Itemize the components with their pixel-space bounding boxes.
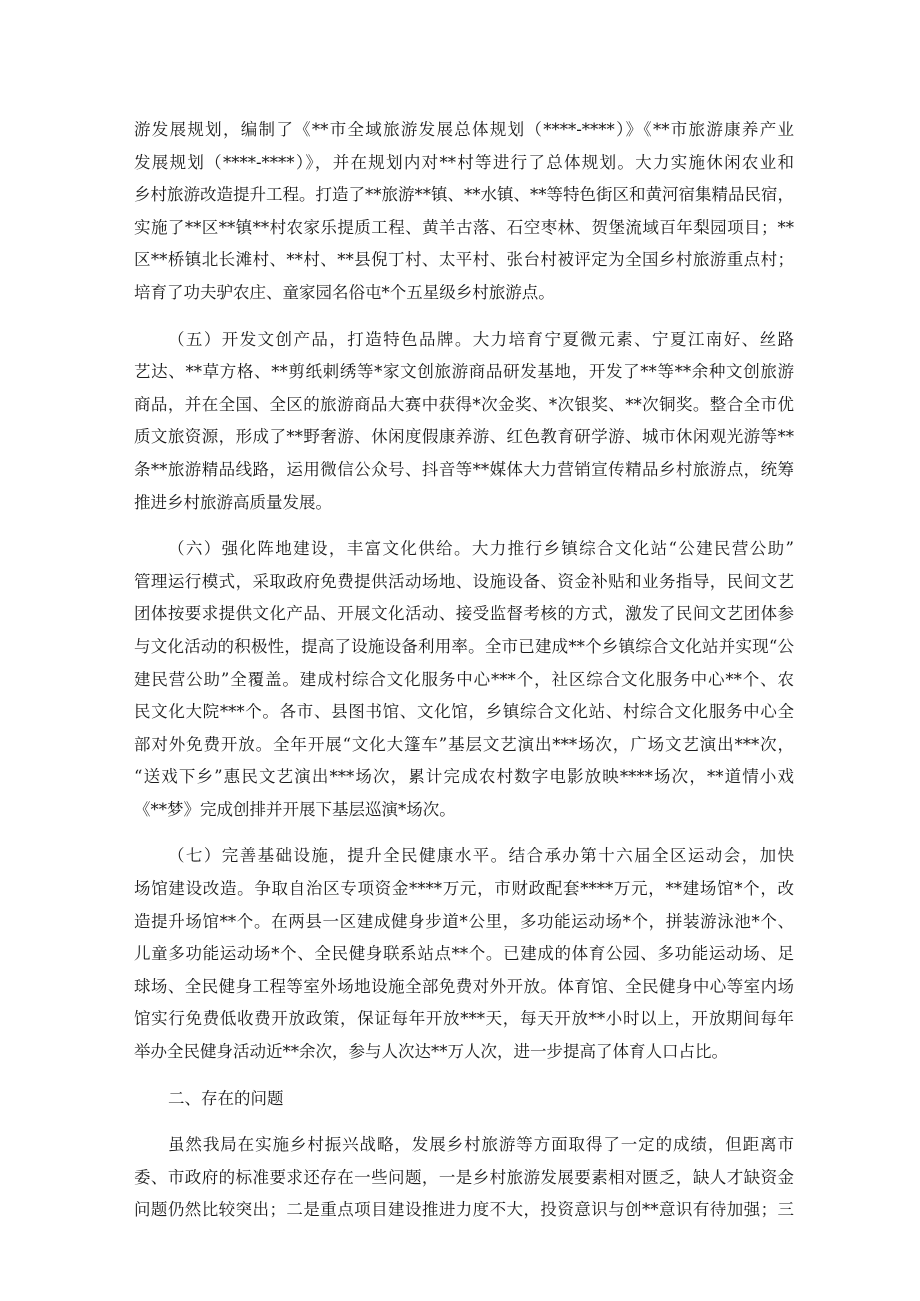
text-line: 委、市政府的标准要求还存在一些问题，一是乡村旅游发展要素相对匮乏，缺人才缺资金 bbox=[134, 1167, 794, 1187]
text-line: （七）完善基础设施，提升全民健康水平。结合承办第十六届全区运动会，加快 bbox=[168, 846, 794, 866]
text-line: 艺达、**草方格、**剪纸刺绣等*家文创旅游商品研发基地，开发了**等**余种文创旅游 bbox=[134, 362, 794, 382]
text-line: 团体按要求提供文化产品、开展文化活动、接受监督考核的方式，激发了民间文艺团体参 bbox=[134, 604, 794, 624]
text-line: 培育了功夫驴农庄、童家园名俗屯*个五星级乡村旅游点。 bbox=[134, 282, 555, 302]
text-line: “送戏下乡”惠民文艺演出***场次，累计完成农村数字电影放映****场次，**道情小戏 bbox=[134, 767, 794, 787]
text-line: 球场、全民健身工程等室外场地设施全部免费对外开放。体育馆、全民健身中心等室内场 bbox=[134, 976, 794, 996]
text-line: 游发展规划，编制了《**市全域旅游发展总体规划（****-****）》《**市旅游康养产业 bbox=[134, 120, 794, 139]
text-line: 《**梦》完成创排并开展下基层巡演*场次。 bbox=[134, 799, 456, 819]
text-line: 管理运行模式，采取政府免费提供活动场地、设施设备、资金补贴和业务指导，民间文艺 bbox=[134, 571, 794, 591]
document-body bbox=[134, 114, 794, 1227]
paragraph-rural-tourism-planning bbox=[134, 114, 794, 310]
paragraph-cultural-facilities bbox=[134, 533, 794, 826]
text-line: 造提升场馆**个。在两县一区建成健身步道*公里，多功能运动场*个，拼装游泳池*个、 bbox=[134, 911, 794, 931]
text-line: （六）强化阵地建设，丰富文化供给。大力推行乡镇综合文化站“公建民营公助” bbox=[168, 539, 794, 559]
text-line: 区**桥镇北长滩村、**村、**县倪丁村、太平村、张台村被评定为全国乡村旅游重点村； bbox=[134, 250, 794, 270]
section-heading-problems: 二、存在的问题 bbox=[168, 1088, 284, 1108]
text-line: 部对外免费开放。全年开展“文化大篷车”基层文艺演出***场次，广场文艺演出***次， bbox=[134, 734, 794, 754]
text-line: 场馆建设改造。争取自治区专项资金****万元，市财政配套****万元，**建场馆*个，改 bbox=[134, 879, 794, 899]
text-line: 商品，并在全国、全区的旅游商品大赛中获得*次金奖、*次银奖、**次铜奖。整合全市优 bbox=[134, 394, 794, 414]
text-line: 虽然我局在实施乡村振兴战略，发展乡村旅游等方面取得了一定的成绩，但距离市 bbox=[168, 1135, 794, 1155]
text-line: 举办全民健身活动近**余次，参与人次达**万人次，进一步提高了体育人口占比。 bbox=[134, 1042, 728, 1062]
text-line: 条**旅游精品线路，运用微信公众号、抖音等**媒体大力营销宣传精品乡村旅游点，统筹 bbox=[134, 459, 794, 479]
text-line: （五）开发文创产品，打造特色品牌。大力培育宁夏微元素、宁夏江南好、丝路 bbox=[168, 329, 794, 349]
text-line: 与文化活动的积极性，提高了设施设备利用率。全市已建成**个乡镇综合文化站并实现“公 bbox=[134, 636, 794, 656]
text-line: 乡村旅游改造提升工程。打造了**旅游**镇、**水镇、**等特色街区和黄河宿集精品民宿， bbox=[134, 185, 794, 205]
paragraph-cultural-products bbox=[134, 324, 794, 520]
text-line: 馆实行免费低收费开放政策，保证每年开放***天，每天开放**小时以上，开放期间每年 bbox=[134, 1009, 794, 1029]
text-line: 问题仍然比较突出；二是重点项目建设推进力度不大，投资意识与创**意识有待加强；三 bbox=[134, 1200, 794, 1220]
text-line: 建民营公助”全覆盖。建成村综合文化服务中心***个，社区综合文化服务中心**个、农 bbox=[134, 669, 794, 689]
text-line: 儿童多功能运动场*个、全民健身联系站点**个。已建成的体育公园、多功能运动场、足 bbox=[134, 944, 794, 964]
text-line: 推进乡村旅游高质量发展。 bbox=[134, 492, 332, 512]
text-line: 民文化大院***个。各市、县图书馆、文化馆，乡镇综合文化站、村综合文化服务中心全 bbox=[134, 702, 794, 722]
paragraph-sports-infrastructure bbox=[134, 840, 794, 1068]
text-line: 发展规划（****-****）》，并在规划内对**村等进行了总体规划。大力实施休闲农业和 bbox=[134, 152, 794, 172]
text-line: 实施了**区**镇**村农家乐提质工程、黄羊古落、石空枣林、贺堡流域百年梨园项目；** bbox=[134, 217, 794, 237]
text-line: 质文旅资源，形成了**野奢游、休闲度假康养游、红色教育研学游、城市休闲观光游等** bbox=[134, 427, 794, 447]
paragraph-existing-problems bbox=[134, 1129, 794, 1227]
